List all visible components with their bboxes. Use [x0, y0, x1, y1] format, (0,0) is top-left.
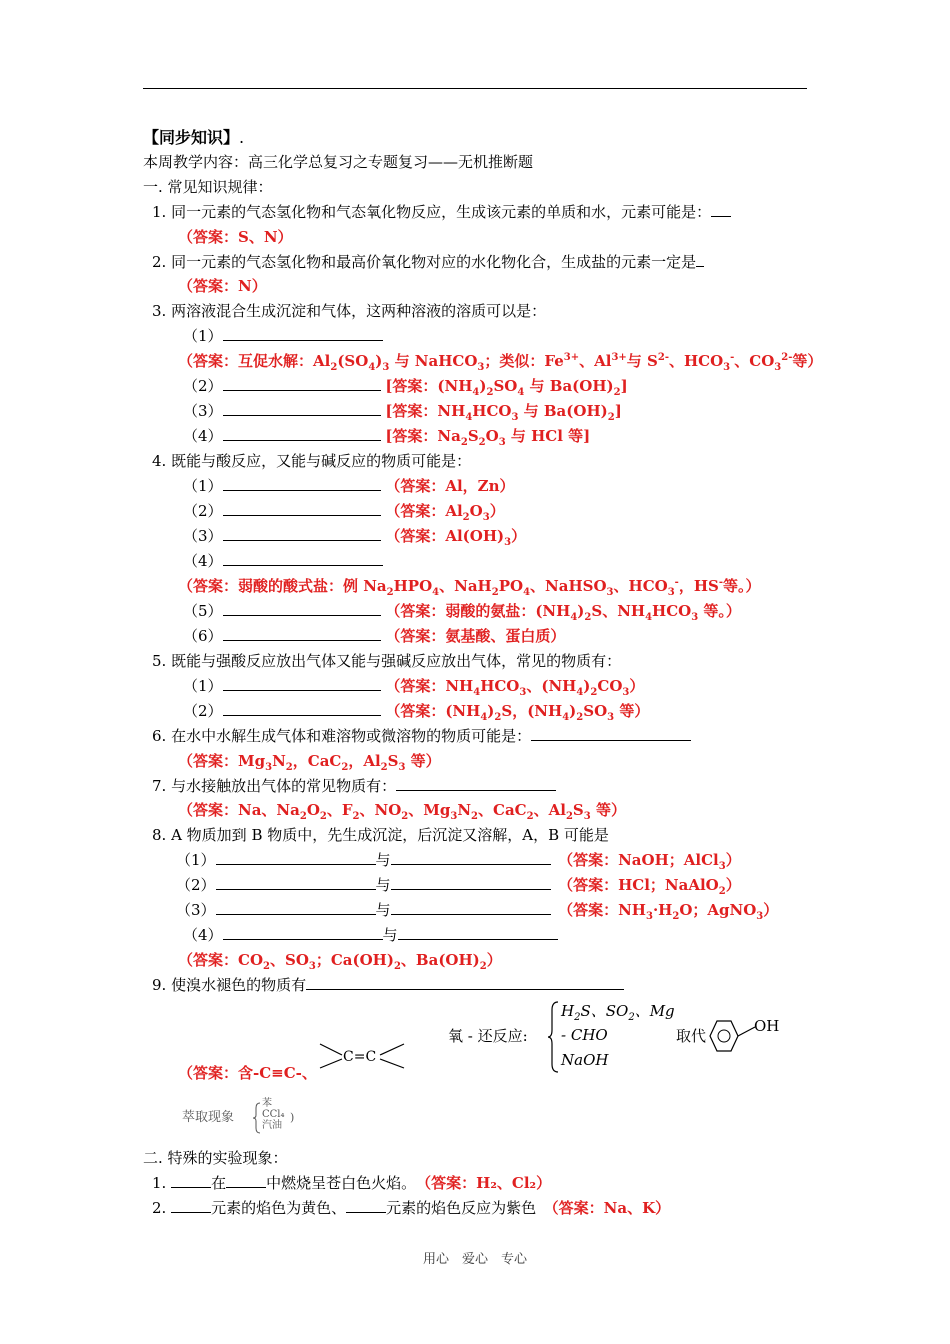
q3-item1-blank	[223, 326, 383, 341]
q4-item4	[183, 551, 383, 571]
q8-item3-connector: 与	[375, 901, 391, 919]
q8-item2	[176, 875, 741, 895]
section-title	[143, 128, 244, 148]
redox-label: 氧 - 还反应:	[448, 1027, 528, 1045]
redox-item-2: - CHO	[561, 1026, 608, 1044]
q4-item5-blank	[223, 601, 381, 616]
q4-answer4: （答案：弱酸的酸式盐：例 $Na_2HPO_4$、$NaH_2PO_4$、NaHSO$_3$、$HCO_3^-$，HS-等。）	[178, 577, 761, 598]
q8-item4	[183, 925, 558, 945]
q8-item1-blank-a	[216, 850, 376, 865]
q5-text: 5. 既能与强酸反应放出气体又能与强碱反应放出气体，常见的物质有：	[152, 652, 622, 670]
q4-item6	[183, 626, 565, 646]
extract-brace	[252, 1102, 262, 1134]
alkene-bond-ur	[380, 1044, 404, 1055]
q1-answer: （答案：S、N）	[178, 228, 293, 246]
q8-item2-label: （2）	[176, 876, 216, 894]
q5-item2	[183, 701, 649, 721]
q4-item2	[183, 501, 505, 521]
phenol-oh: OH	[754, 1017, 780, 1035]
q8-item1-label: （1）	[176, 851, 216, 869]
q3-answer1: （答案：互促水解：$Al_2(SO_4)_3$ 与 NaHCO$_3$；类似：$Fe^{3+}$、$Al^{3+}$与 $S^{2-}$、$HCO_3^-$、$CO_3^{2-}$等）	[178, 352, 823, 373]
q2-line	[152, 252, 704, 272]
q5-answer1: （答案：$NH_4HCO_3$、$(NH_4)_2CO_3$）	[385, 677, 645, 698]
q8-item4-blank-a	[223, 925, 383, 940]
alkene-label: C=C	[343, 1049, 377, 1065]
s2-q2-answer: （答案：Na、K）	[551, 1199, 671, 1217]
q4-answer6: （答案：氨基酸、蛋白质）	[385, 627, 566, 645]
q8-item4-label: （4）	[183, 926, 223, 944]
q9-text: 9. 使溴水褪色的物质有	[152, 976, 307, 994]
extract-item-3: 汽油	[262, 1120, 282, 1131]
q9-blank	[306, 975, 624, 990]
q2-answer: （答案：N）	[178, 277, 267, 295]
q4-item3-blank	[223, 526, 381, 541]
s2-q1-tail: 中燃烧呈苍白色火焰。	[266, 1174, 409, 1192]
s2-q2-blank-a	[171, 1198, 211, 1213]
q3-item3-label: （3）	[183, 402, 223, 420]
q3-item1-label: （1）	[183, 327, 223, 345]
redox-brace	[548, 1000, 560, 1074]
extract-tail: )	[290, 1111, 295, 1124]
q4-item2-blank	[223, 501, 381, 516]
q1-line	[152, 202, 731, 222]
q5-answer2: （答案：$(NH_4)_2S$，$(NH_4)_2SO_3$ 等）	[385, 702, 650, 723]
q6-text: 6. 在水中水解生成气体和难溶物或微溶物的物质可能是：	[152, 727, 532, 745]
q5-item1	[183, 676, 644, 696]
alkene-bond-ul	[320, 1044, 342, 1055]
q3-item2-label: （2）	[183, 377, 223, 395]
page-footer: 用心 爱心 专心	[422, 1252, 527, 1267]
q3-item3-blank	[223, 401, 381, 416]
s2-q2	[152, 1198, 670, 1218]
s2-q1-blank-b	[226, 1173, 266, 1188]
q1-text: 1. 同一元素的气态氢化物和气态氧化物反应，生成该元素的单质和水，元素可能是：	[152, 203, 712, 221]
q5-item2-blank	[223, 701, 381, 716]
redox-item-3: NaOH	[561, 1051, 609, 1069]
q4-item3	[183, 526, 526, 546]
q3-item4-blank	[223, 426, 381, 441]
s2-q2-tail: 元素的焰色反应为紫色	[386, 1199, 537, 1217]
q6-answer: （答案：$Mg_3N_2$，CaC$_2$，$Al_2S_3$ 等）	[178, 752, 441, 773]
q8-item1	[176, 850, 741, 870]
q5-item2-label: （2）	[183, 702, 223, 720]
q8-answer1: （答案：NaOH；AlCl$_3$）	[565, 851, 741, 872]
benzene-ring-icon	[707, 1018, 757, 1054]
q9-answer-prefix: （答案：含-C≡C-、	[178, 1064, 317, 1082]
q7-text: 7. 与水接触放出气体的常见物质有：	[152, 777, 397, 795]
q8-item3-blank-a	[216, 900, 376, 915]
q8-item4-blank-b	[398, 925, 558, 940]
q8-item2-blank-b	[391, 875, 551, 890]
alkene-bond-ll	[320, 1059, 342, 1068]
q4-item5-label: （5）	[183, 602, 223, 620]
q7-answer: （答案：Na、$Na_2O_2$、$F_2$、$NO_2$、$Mg_3N_2$、CaC$_2$、$Al_2S_3$ 等）	[178, 801, 626, 822]
q3-item3	[183, 401, 622, 421]
q3-item4	[183, 426, 590, 446]
q8-answer4: （答案：$CO_2$、$SO_3$；$Ca(OH)_2$、$Ba(OH)_2$）	[178, 951, 502, 972]
q4-answer2: （答案：$Al_2O_3$）	[385, 502, 505, 523]
q4-item3-label: （3）	[183, 527, 223, 545]
q3-text: 3. 两溶液混合生成沉淀和气体，这两种溶液的溶质可以是：	[152, 302, 547, 320]
intro-line: 本周教学内容：高三化学总复习之专题复习——无机推断题	[143, 153, 534, 171]
q7-line	[152, 776, 556, 796]
q4-item1	[183, 476, 515, 496]
q8-text: 8. A 物质加到 B 物质中，先生成沉淀，后沉淀又溶解，A，B 可能是	[152, 826, 609, 844]
extract-item-2: CCl₄	[262, 1109, 285, 1120]
q4-item1-blank	[223, 476, 381, 491]
header-rule	[143, 88, 807, 89]
alkene-bond-lr	[380, 1059, 404, 1068]
s2-q1-answer: （答案：H₂、Cl₂）	[423, 1174, 552, 1192]
substitution-label: 取代	[676, 1027, 707, 1045]
q6-line	[152, 726, 691, 746]
q2-text: 2. 同一元素的气态氢化物和最高价氧化物对应的水化物化合，生成盐的元素一定是	[152, 253, 697, 271]
section1-heading: 一. 常见知识规律：	[143, 178, 273, 196]
q2-blank	[696, 252, 704, 267]
q4-item4-label: （4）	[183, 552, 223, 570]
s2-q1-blank-a	[171, 1173, 211, 1188]
q3-item1	[183, 326, 383, 346]
q7-blank	[396, 776, 556, 791]
redox-item-1: $H_2S$、$SO_2$、Mg	[561, 1002, 675, 1023]
s2-q1-mid: 在	[211, 1174, 227, 1192]
q4-text: 4. 既能与酸反应，又能与碱反应的物质可能是：	[152, 452, 472, 470]
q8-item2-blank-a	[216, 875, 376, 890]
q8-item4-connector: 与	[382, 926, 398, 944]
s2-q1	[152, 1173, 551, 1193]
q3-item2	[183, 376, 628, 396]
q8-answer2: （答案：HCl；NaAlO$_2$）	[565, 876, 741, 897]
q4-item1-label: （1）	[183, 477, 223, 495]
q8-item3	[176, 900, 778, 920]
q9-line	[152, 975, 624, 995]
title-tail: .	[239, 128, 245, 147]
s2-q2-mid: 元素的焰色为黄色、	[211, 1199, 347, 1217]
q6-blank	[531, 726, 691, 741]
q3-item4-label: （4）	[183, 427, 223, 445]
s2-q1-num: 1.	[152, 1174, 172, 1192]
q8-item2-connector: 与	[375, 876, 391, 894]
q4-answer5: （答案：弱酸的氨盐：$(NH_4)_2S$、$NH_4HCO_3$ 等。）	[385, 602, 741, 623]
s2-q2-num: 2.	[152, 1199, 172, 1217]
q4-answer1: （答案：Al，Zn）	[385, 477, 515, 495]
q4-item5	[183, 601, 741, 621]
extract-label: 萃取现象	[182, 1110, 235, 1125]
q4-answer3: （答案：$Al(OH)_3$）	[385, 527, 527, 548]
q3-answer3: [答案：$NH_4HCO_3$ 与 $Ba(OH)_2$]	[385, 402, 622, 423]
q3-item2-blank	[223, 376, 381, 391]
q3-answer4: [答案：$Na_2S_2O_3$ 与 HCl 等]	[385, 427, 591, 448]
q5-item1-label: （1）	[183, 677, 223, 695]
q8-answer3: （答案：$NH_3\cdot H_2O$；AgNO$_3$）	[565, 901, 779, 922]
q1-blank	[711, 202, 731, 217]
q8-item1-blank-b	[391, 850, 551, 865]
q4-item4-blank	[223, 551, 383, 566]
q8-item3-blank-b	[391, 900, 551, 915]
extract-item-1: 苯	[262, 1098, 272, 1109]
s2-q2-blank-b	[346, 1198, 386, 1213]
q8-item3-label: （3）	[176, 901, 216, 919]
q4-item6-label: （6）	[183, 627, 223, 645]
q4-item2-label: （2）	[183, 502, 223, 520]
title-text: 【同步知识】	[143, 128, 240, 147]
q3-answer2: [答案：$(NH_4)_2SO_4$ 与 $Ba(OH)_2$]	[385, 377, 628, 398]
section2-heading: 二. 特殊的实验现象：	[143, 1149, 288, 1167]
q4-item6-blank	[223, 626, 381, 641]
q8-item1-connector: 与	[375, 851, 391, 869]
q5-item1-blank	[223, 676, 381, 691]
